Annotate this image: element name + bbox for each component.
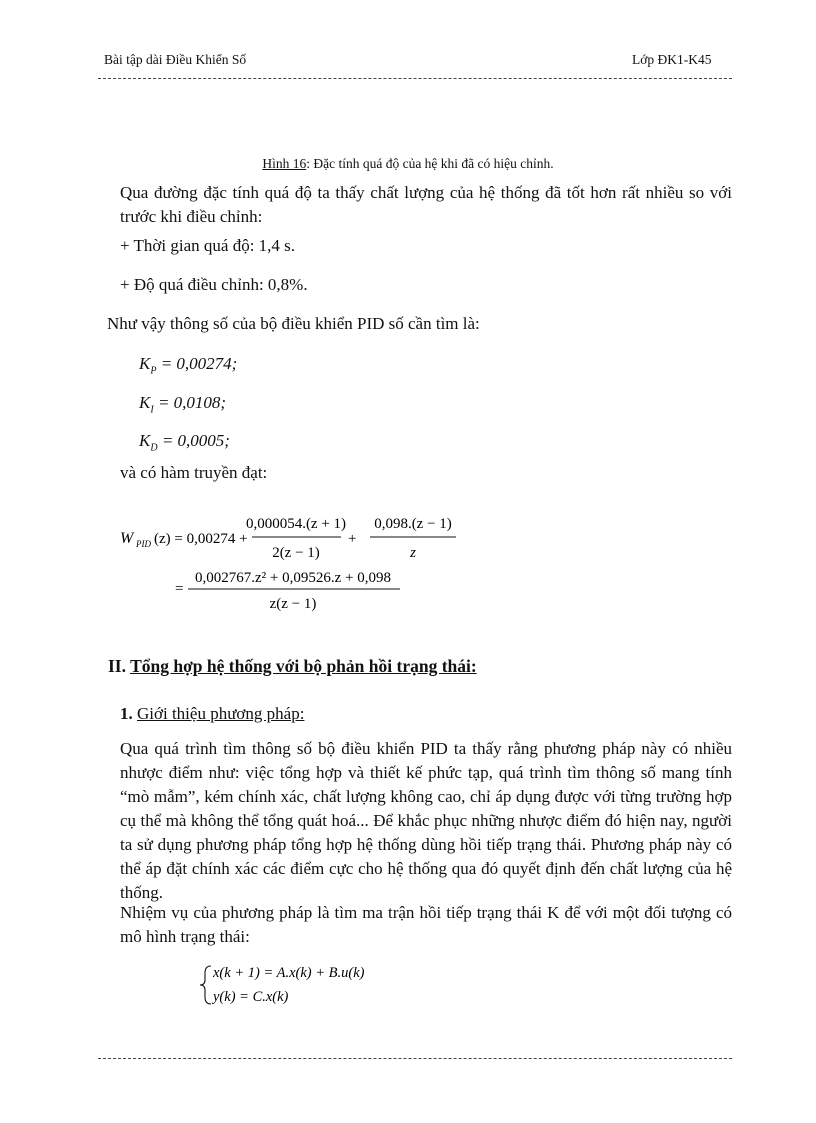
bullet-overshoot: + Độ quá điều chỉnh: 0,8%.: [120, 275, 308, 294]
param-kd-sub: D: [150, 442, 158, 454]
eq-frac1-den: 2(z − 1): [272, 545, 320, 561]
paragraph-pid-params: Như vậy thông số của bộ điều khiển PID số cần tìm là:: [107, 314, 480, 333]
header-class: Lớp ĐK1-K45: [632, 52, 712, 67]
header-title: Bài tập dài Điều Khiển Số: [104, 52, 247, 67]
bullet-settling-time: + Thời gian quá độ: 1,4 s.: [120, 236, 296, 255]
section-heading: [108, 656, 477, 677]
eq-frac2-den: z: [410, 545, 416, 561]
eq-lhs-sub: PID: [136, 539, 151, 549]
state-eq1: x(k + 1) = A.x(k) + B.u(k): [213, 965, 365, 981]
eq-lhs-arg: (z) = 0,00274 +: [154, 531, 248, 547]
param-kp-symbol: K: [139, 354, 151, 373]
param-ki-sub: I: [150, 404, 154, 416]
section-number: II.: [108, 656, 126, 676]
section-title: Tổng hợp hệ thống với bộ phản hồi trạng thái:: [130, 656, 477, 676]
transfer-intro: và có hàm truyền đạt:: [120, 463, 268, 482]
figure-label: Hình 16: [262, 156, 307, 171]
param-ki-value: = 0,0108;: [157, 393, 227, 412]
paragraph-method-intro: Qua quá trình tìm thông số bộ điều khiển PID ta thấy rằng phương pháp này có nhiều nhược điểm như: việc tổng hợp và thiết kế phức tạp, quá trình tìm thông số mang tính “mò mẫm”, kém chính xác, chất lượng không cao, chỉ áp dụng được với từng trường hợp cụ thể mà không thể tổng quát hoá... Để khắc phục những nhược điểm đó hiện nay, người ta sử dụng phương pháp tổng hợp hệ thống dùng hồi tiếp trạng thái. Phương pháp này có thể áp đặt chính xác các điểm cực cho hệ thống qua đó quyết định đến chất lượng của hệ thống.: [120, 739, 732, 902]
footer-divider: [98, 1058, 732, 1059]
eq-frac2-num: 0,098.(z − 1): [374, 516, 452, 532]
subsection-title: Giới thiệu phương pháp:: [137, 704, 305, 723]
param-ki-symbol: K: [139, 393, 151, 412]
subsection-number: 1.: [120, 704, 133, 723]
state-eq2: y(k) = C.x(k): [213, 989, 289, 1005]
eq-frac3-num: 0,002767.z² + 0,09526.z + 0,098: [195, 570, 391, 586]
param-kp-value: = 0,00274;: [160, 354, 238, 373]
param-kp-sub: P: [150, 365, 157, 377]
eq-lhs-w: W: [120, 530, 134, 547]
param-kd-symbol: K: [139, 431, 151, 450]
paragraph-method-task: Nhiệm vụ của phương pháp là tìm ma trận hồi tiếp trạng thái K để với một đối tượng có mô hình trạng thái:: [120, 903, 732, 946]
figure-caption-text: : Đặc tính quá độ của hệ khi đã có hiệu chỉnh.: [306, 156, 554, 171]
param-kd-value: = 0,0005;: [161, 431, 230, 450]
eq-frac3-den: z(z − 1): [269, 596, 317, 612]
eq-frac1-num: 0,000054.(z + 1): [245, 516, 347, 532]
eq-plus: +: [348, 531, 357, 547]
eq-equals: =: [175, 581, 184, 597]
state-model-brace: [200, 966, 211, 1004]
paragraph-quality: Qua đường đặc tính quá độ ta thấy chất lượng của hệ thống đã tốt hơn rất nhiều so với trước khi điều chỉnh:: [120, 183, 732, 226]
subsection-heading: [120, 704, 304, 724]
